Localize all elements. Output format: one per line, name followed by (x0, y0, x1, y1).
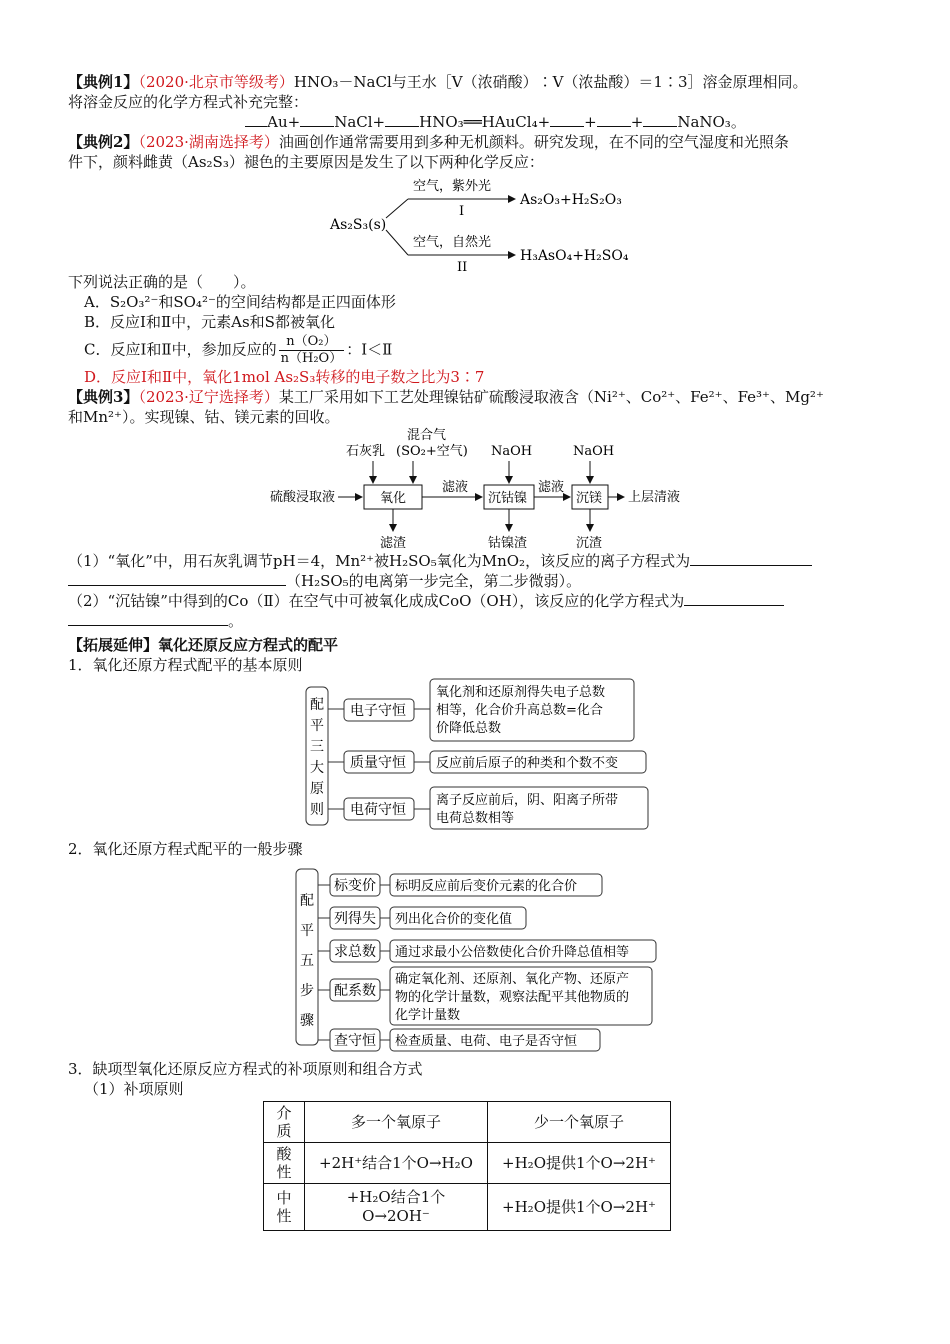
principle-desc-2-line0: 离子反应前后，阴、阳离子所带 (436, 793, 619, 808)
scheme-cond2: 空气，自然光 (413, 235, 492, 250)
table-row (264, 1184, 671, 1231)
principle-desc-0-line0: 氧化剂和还原剂得失电子总数 (436, 685, 606, 700)
eq-part-5: NaNO₃。 (677, 113, 746, 131)
flow-filtrate2: 滤液 (538, 480, 565, 495)
table-cell-acid-extra: +2H⁺结合1个O→H₂O (305, 1143, 488, 1184)
example2-question: 下列说法正确的是（ ）。 (68, 273, 256, 291)
table-cell-medium-neutral (264, 1184, 305, 1231)
principle-desc-1-line0: 反应前后原子的种类和个数不变 (436, 756, 619, 771)
table-cell-neutral-missing: +H₂O提供1个O→2H⁺ (488, 1184, 671, 1231)
flow-box2-label: 沉钴镍 (488, 491, 528, 506)
option-c-suffix: ：Ⅰ＜Ⅱ (346, 340, 393, 359)
blank-6[interactable] (643, 112, 677, 127)
example3-q2-cont (68, 611, 883, 631)
step-desc-0-line0: 标明反应前后变价元素的化合价 (395, 879, 578, 894)
example1-line1 (68, 72, 883, 92)
side-label-char: 则 (310, 802, 324, 818)
example3-text1: 某工厂采用如下工艺处理镍钴矿硫酸浸取液含（Ni²⁺、Co²⁺、Fe²⁺、Fe³⁺、Mg²⁺ (278, 388, 824, 406)
table-cell-neutral-extra (305, 1184, 488, 1231)
flow-residue2: 钴镍渣 (488, 536, 528, 551)
side-label-char: 三 (310, 739, 324, 755)
q1-text: （1）“氧化”中，用石灰乳调节pH＝4，Mn²⁺被H₂SO₅氧化为MnO₂，该反应的离子方程式为 (68, 552, 691, 570)
blank-4[interactable] (550, 112, 584, 127)
example3-q2 (68, 591, 883, 611)
example1-equation (68, 112, 883, 132)
eq-part-4: + (630, 113, 644, 131)
table-header-missing-o: 少一个氧原子 (488, 1102, 671, 1143)
table-row (264, 1143, 671, 1184)
example2-text1: 油画创作通常需要用到多种无机颜料。研究发现，在不同的空气湿度和光照条 (278, 133, 789, 151)
step-desc-4-line0: 检查质量、电荷、电子是否守恒 (395, 1034, 578, 1049)
section2-title: 2．氧化还原方程式配平的一般步骤 (68, 840, 303, 858)
flow-box3-label: 沉镁 (576, 491, 603, 506)
principles-diagram (68, 675, 883, 835)
document-page (68, 72, 883, 1231)
table-cell-acid-missing: +H₂O提供1个O→2H⁺ (488, 1143, 671, 1184)
step-name-3: 配系数 (334, 983, 376, 999)
scheme-arrowhead-upper (508, 195, 516, 203)
scheme-reactant: As₂S₃(s) (330, 217, 387, 233)
scheme-branch-lower (386, 230, 408, 255)
reaction-scheme (68, 172, 883, 272)
table-header-medium (264, 1102, 305, 1143)
example1-text2: 将溶金反应的化学方程式补充完整： (68, 93, 309, 111)
q2-blank-a[interactable] (684, 591, 784, 606)
principle-desc-2-line1: 电荷总数相等 (436, 811, 515, 826)
steps-diagram (68, 859, 883, 1053)
example2-text2: 件下，颜料雌黄（As₂S₃）褪色的主要原因是发生了以下两种化学反应： (68, 153, 544, 171)
eq-part-0: Au+ (267, 113, 301, 131)
example3-text2: 和Mn²⁺）。实现镍、钴、镁元素的回收。 (68, 408, 340, 426)
example2-source: （2023·湖南选择考） (138, 133, 279, 151)
example3-label: 【典例3】 (68, 388, 139, 406)
scheme-arrowhead-lower (508, 251, 516, 259)
fraction-numerator: n（O₂） (279, 334, 345, 351)
flow-mixgas2: (SO₂+空气) (396, 444, 468, 459)
scheme-prod2: H₃AsO₄+H₂SO₄ (520, 248, 629, 264)
extension-title: 【拓展延伸】氧化还原反应方程式的配平 (68, 636, 339, 654)
flow-residue1: 滤渣 (380, 536, 407, 551)
table-cell-neutral-extra-line2: O→2OH⁻ (362, 1207, 430, 1225)
section3-title: 3．缺项型氧化还原反应方程式的补项原则和组合方式 (68, 1060, 423, 1078)
side-label-char: 配 (300, 893, 314, 909)
option-d[interactable]: D．反应Ⅰ和Ⅱ中，氧化1mol As₂S₃转移的电子数之比为3∶7 (84, 368, 485, 386)
option-a[interactable]: A．S₂O₃²⁻和SO₄²⁻的空间结构都是正四面体形 (84, 293, 396, 311)
step-desc-3-line2: 化学计量数 (395, 1008, 461, 1023)
example1-label: 【典例1】 (68, 73, 139, 91)
process-flow (68, 427, 883, 551)
step-desc-3-line1: 物的化学计量数，观察法配平其他物质的 (395, 990, 630, 1005)
scheme-prod1: As₂O₃+H₂S₂O₃ (520, 192, 622, 208)
blank-5[interactable] (597, 112, 631, 127)
q1-note: （H₂SO₅的电离第一步完全，第二步微弱）。 (286, 572, 582, 590)
example1-source: （2020·北京市等级考） (138, 73, 294, 91)
table-header-extra-o: 多一个氧原子 (305, 1102, 488, 1143)
step-name-1: 列得失 (334, 911, 376, 927)
example3-line1 (68, 387, 883, 407)
table-header-row (264, 1102, 671, 1143)
q1-blank-a[interactable] (690, 551, 812, 566)
side-label-char: 配 (310, 697, 324, 713)
flow-filtrate1: 滤液 (442, 480, 469, 495)
option-c-fraction (279, 334, 345, 367)
q2-text: （2）“沉钴镍”中得到的Co（Ⅱ）在空气中可被氧化成成CoO（OH），该反应的化学方程式为 (68, 592, 685, 610)
side-label-char: 平 (300, 923, 314, 939)
q1-blank-b[interactable] (68, 571, 286, 586)
section3-subtitle: （1）补项原则 (84, 1080, 184, 1098)
option-c-prefix: C．反应Ⅰ和Ⅱ中，参加反应的 (84, 340, 277, 359)
flow-lime: 石灰乳 (346, 444, 386, 459)
example1-text1: HNO₃－NaCl与王水［V（浓硝酸）∶V（浓盐酸）＝1∶3］溶金原理相同。 (293, 73, 808, 91)
side-label-char: 步 (300, 983, 314, 999)
scheme-num2: II (457, 260, 468, 272)
fraction-denominator: n（H₂O） (280, 351, 343, 366)
option-c[interactable] (68, 334, 883, 367)
side-label-char: 平 (310, 718, 324, 734)
blank-1[interactable] (245, 112, 267, 127)
principle-name-1: 质量守恒 (350, 755, 406, 771)
principle-desc-0-line2: 价降低总数 (436, 721, 502, 736)
scheme-branch-upper (386, 199, 408, 218)
flow-feed: 硫酸浸取液 (270, 490, 336, 505)
scheme-num1: I (459, 204, 465, 219)
principle-name-0: 电子守恒 (350, 703, 406, 719)
step-name-4: 查守恒 (334, 1033, 376, 1049)
example3-q1 (68, 551, 883, 571)
table-cell-medium-acid (264, 1143, 305, 1184)
scheme-cond1: 空气，紫外光 (413, 179, 492, 194)
side-label-char: 五 (300, 953, 314, 969)
flow-residue3: 沉渣 (576, 536, 603, 551)
step-desc-1-line0: 列出化合价的变化值 (395, 912, 513, 927)
table-cell-medium-neutral-text: 中性 (276, 1189, 292, 1225)
blank-3[interactable] (385, 112, 419, 127)
option-b[interactable]: B．反应Ⅰ和Ⅱ中，元素As和S都被氧化 (84, 313, 335, 331)
supplement-table (263, 1101, 671, 1231)
table-cell-medium-acid-text: 酸性 (276, 1145, 292, 1181)
blank-2[interactable] (300, 112, 334, 127)
principle-name-2: 电荷守恒 (350, 802, 406, 818)
step-name-2: 求总数 (334, 944, 376, 960)
example3-q1-cont (68, 571, 883, 591)
flow-naoh1: NaOH (491, 444, 533, 459)
eq-part-2: HNO₃══HAuCl₄+ (419, 113, 551, 131)
section1-title: 1．氧化还原方程式配平的基本原则 (68, 656, 303, 674)
eq-part-1: NaCl+ (334, 113, 386, 131)
side-label-char: 原 (310, 781, 324, 797)
example2-label: 【典例2】 (68, 133, 139, 151)
flow-naoh2: NaOH (573, 444, 615, 459)
table-cell-neutral-extra-line1: +H₂O结合1个 (346, 1188, 446, 1206)
principle-desc-0-line1: 相等，化合价升高总数=化合 (436, 703, 603, 718)
step-name-0: 标变价 (334, 878, 376, 894)
example3-source: （2023·辽宁选择考） (138, 388, 279, 406)
example2-line1 (68, 132, 883, 152)
eq-part-3: + (584, 113, 597, 131)
step-desc-3-line0: 确定氧化剂、还原剂、氧化产物、还原产 (395, 972, 630, 987)
q2-end: 。 (228, 612, 244, 630)
flow-box1-label: 氧化 (380, 491, 407, 506)
q2-blank-b[interactable] (68, 611, 228, 626)
flow-mixgas1: 混合气 (407, 428, 447, 443)
step-desc-2-line0: 通过求最小公倍数使化合价升降总值相等 (395, 945, 630, 960)
side-label-char: 大 (310, 760, 324, 776)
side-label-char: 骤 (300, 1013, 314, 1029)
flow-product: 上层清液 (628, 490, 681, 505)
table-header-medium-text: 介质 (276, 1104, 292, 1140)
